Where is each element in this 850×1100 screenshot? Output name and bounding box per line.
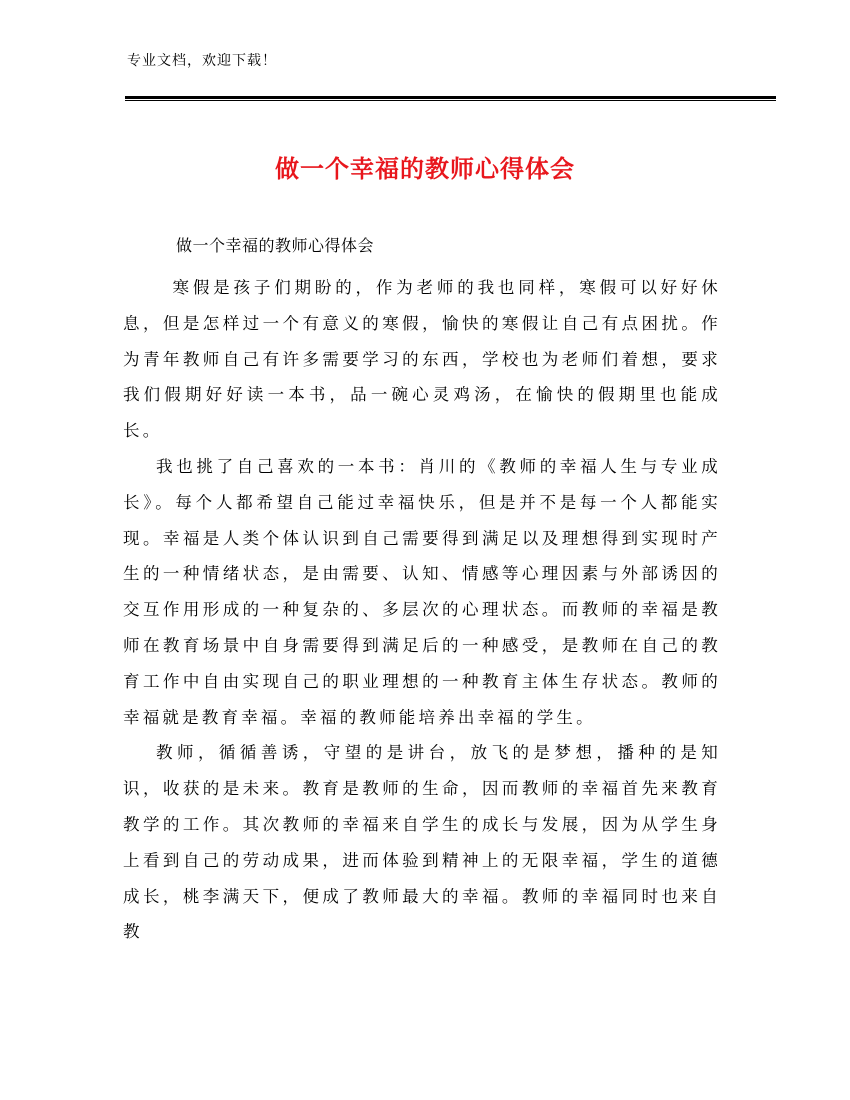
header-divider — [125, 96, 776, 102]
document-body — [123, 270, 721, 950]
document-subtitle: 做一个幸福的教师心得体会 — [176, 236, 375, 255]
document-title: 做一个幸福的教师心得体会 — [275, 155, 575, 183]
header-text: 专业文档，欢迎下载！ — [127, 53, 277, 69]
header-divider-thin — [125, 100, 776, 101]
paragraph: 教师，循循善诱，守望的是讲台，放飞的是梦想，播种的是知识，收获的是未来。教育是教师的生命，因而教师的幸福首先来教育教学的工作。其次教师的幸福来自学生的成长与发展，因为从学生身上看到自己的劳动成果，进而体验到精神上的无限幸福，学生的道德成长，桃李满天下，便成了教师最大的幸福。教师的幸福同时也来自教 — [123, 743, 721, 942]
header-divider-thick — [125, 96, 776, 99]
paragraph: 寒假是孩子们期盼的，作为老师的我也同样，寒假可以好好休息，但是怎样过一个有意义的寒假，愉快的寒假让自己有点困扰。作为青年教师自己有许多需要学习的东西，学校也为老师们着想，要求我们假期好好读一本书，品一碗心灵鸡汤，在愉快的假期里也能成长。 — [123, 278, 721, 441]
paragraph: 我也挑了自己喜欢的一本书：肖川的《教师的幸福人生与专业成长》。每个人都希望自己能过幸福快乐，但是并不是每一个人都能实现。幸福是人类个体认识到自己需要得到满足以及理想得到实现时产生的一种情绪状态，是由需要、认知、情感等心理因素与外部诱因的交互作用形成的一种复杂的、多层次的心理状态。而教师的幸福是教师在教育场景中自身需要得到满足后的一种感受，是教师在自己的教育工作中自由实现自己的职业理想的一种教育主体生存状态。教师的幸福就是教育幸福。幸福的教师能培养出幸福的学生。 — [123, 456, 721, 727]
